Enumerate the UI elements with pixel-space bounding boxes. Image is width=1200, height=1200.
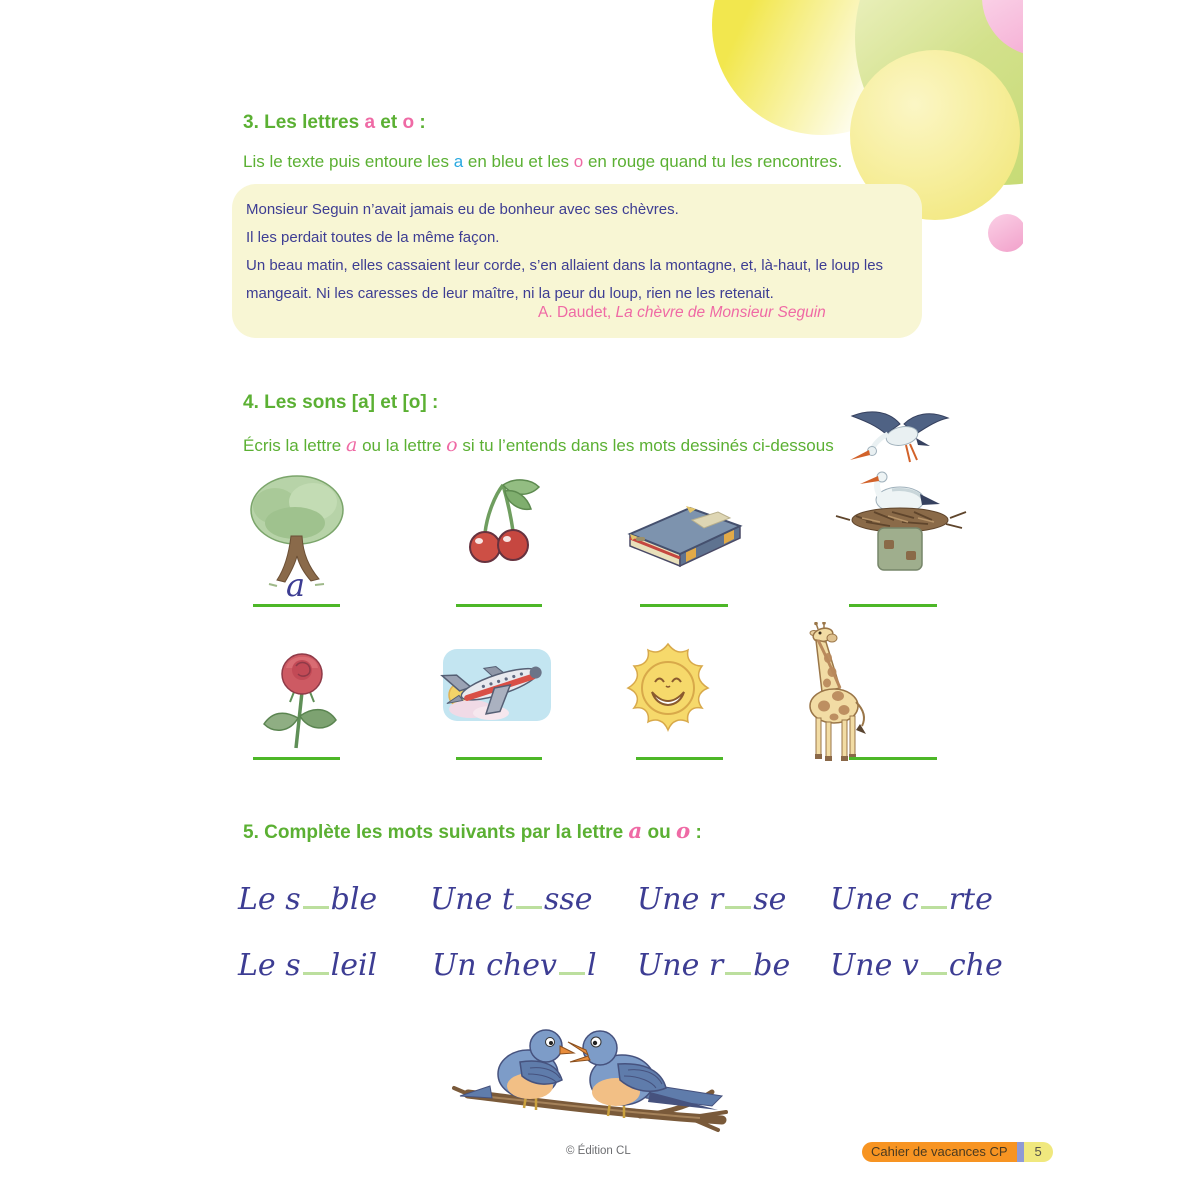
attribution-author: A. Daudet, [538, 304, 616, 321]
cursive-o-pink: o [446, 434, 458, 456]
text-attribution [538, 304, 826, 322]
reading-line-3: Un beau matin, elles cassaient leur corde, s’en allaient dans la montagne, et, là-haut, le loup les mangeait. Ni les caresses de leur maître, ni la peur du loup, rien ne les retenait. [246, 257, 884, 302]
exercise4-instruction: Écris la lettre a ou la lettre o si tu l’entends dans les mots dessinés ci-dessous [243, 434, 834, 456]
word-tasse: Une t sse [430, 882, 593, 917]
letter-o-pink: o [573, 152, 584, 171]
page-number: 5 [1024, 1142, 1053, 1162]
page-footer [862, 1142, 1053, 1162]
word-carte: Une c rte [830, 882, 993, 917]
answer-line-storks [849, 604, 937, 607]
answer-line-sun [636, 757, 723, 760]
exercise3-title: 3. Les lettres a et o : [243, 112, 426, 133]
birds-illustration [450, 1008, 740, 1153]
word-robe: Une r be [637, 948, 791, 983]
cursive-a-pink: a [628, 819, 643, 844]
letter-blank [921, 972, 947, 975]
word-vache: Une v che [830, 948, 1003, 983]
letter-blank [303, 972, 329, 975]
cursive-o-pink: o [675, 819, 691, 844]
letter-a-pink: a [364, 112, 376, 133]
rose-illustration [258, 640, 343, 755]
footer-divider [1017, 1142, 1024, 1162]
airplane-illustration [437, 643, 557, 738]
letter-blank [725, 972, 751, 975]
word-cheval: Un chev l [432, 948, 597, 983]
letter-blank [921, 906, 947, 909]
answer-line-airplane [456, 757, 542, 760]
exercise3-instruction: Lis le texte puis entoure les a en bleu et les o en rouge quand tu les rencontres. [243, 152, 843, 171]
letter-blank [559, 972, 585, 975]
small-pink-circle-decoration [988, 214, 1023, 252]
word-soleil: Le s leil [238, 948, 378, 983]
series-label: Cahier de vacances CP [862, 1142, 1017, 1162]
book-illustration [612, 482, 747, 577]
exercise5-title: 5. Complète les mots suivants par la lettre a ou o : [243, 819, 702, 844]
letter-a-blue: a [453, 152, 464, 171]
handwritten-answer-a: a [286, 566, 306, 604]
reading-line-2: Il les perdait toutes de la même façon. [246, 229, 500, 246]
letter-blank [516, 906, 542, 909]
answer-line-giraffe [849, 757, 937, 760]
sun-illustration [622, 642, 714, 734]
letter-blank [725, 906, 751, 909]
exercise3-title-text: 3. Les lettres [243, 112, 365, 133]
answer-line-book [640, 604, 728, 607]
exercise4-title: 4. Les sons [a] et [o] : [243, 392, 439, 413]
reading-text-box [232, 184, 922, 338]
letter-blank [303, 906, 329, 909]
answer-line-cherries [456, 604, 542, 607]
word-sable: Le s ble [238, 882, 378, 917]
answer-line-tree [253, 604, 340, 607]
cursive-a-pink: a [345, 434, 358, 456]
attribution-work-title: La chèvre de Monsieur Seguin [615, 304, 826, 321]
cherries-illustration [455, 475, 545, 575]
publisher-credit: © Édition CL [566, 1145, 631, 1157]
storks-nest-illustration [822, 408, 972, 573]
word-rose: Une r se [637, 882, 787, 917]
giraffe-illustration [782, 622, 877, 767]
reading-text [246, 196, 908, 308]
reading-line-1: Monsieur Seguin n’avait jamais eu de bonheur avec ses chèvres. [246, 201, 679, 218]
answer-line-rose [253, 757, 340, 760]
letter-o-pink: o [402, 112, 415, 133]
